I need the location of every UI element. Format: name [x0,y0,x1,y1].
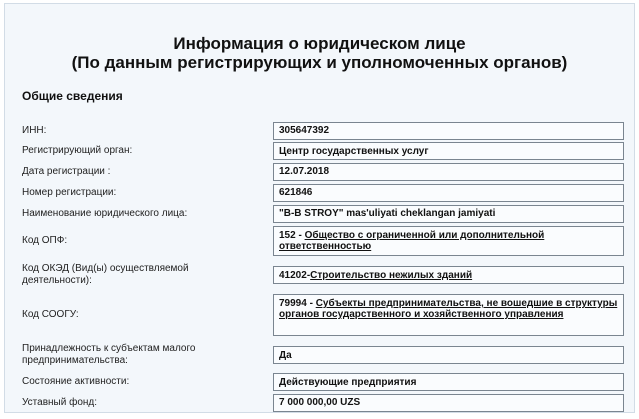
soogu-value [273,294,624,336]
status-label: Состояние активности: [22,376,130,387]
opf-label: Код ОПФ: [22,235,68,246]
row-reg-organ [22,141,624,161]
section-title: Общие сведения [22,89,123,103]
soogu-link[interactable]: Субъекты предпринимательства, не вошедшие в структуры органов государственного и хозяйственного управления [279,298,618,320]
oked-code: 41202 [279,269,307,281]
row-reg-number [22,182,624,203]
small-business-label: Принадлежность к субъектам малого предпринимательства: [22,343,196,366]
inn-value: 305647392 [273,122,624,140]
soogu-separator: - [306,298,316,309]
row-reg-date [22,161,624,182]
row-status [22,372,624,392]
opf-code: 152 [279,230,296,241]
opf-separator: - [295,230,305,241]
entity-name-label: Наименование юридического лица: [22,207,188,219]
page-title-line2: (По данным регистрирующих и уполномоченных органов) [71,53,568,72]
entity-name-value: "B-B STROY" mas'uliyati cheklangan jamiyati [273,205,624,223]
row-entity-name [22,203,624,224]
oked-link[interactable]: Строительство нежилых зданий [310,269,473,281]
reg-organ-label: Регистрирующий орган: [22,145,133,156]
oked-label: Код ОКЭД (Вид(ы) осуществляемой деятельности): [22,263,189,286]
small-business-value: Да [273,346,624,364]
oked-separator: - [306,269,311,281]
soogu-code: 79994 [279,298,307,309]
page-title-line1: Информация о юридическом лице [173,34,466,53]
reg-number-value: 621846 [273,184,624,202]
row-opf [22,224,624,258]
oked-value [273,266,624,284]
page-title [5,4,634,72]
reg-number-label: Номер регистрации: [22,186,117,198]
opf-value [273,226,624,256]
info-table [22,120,624,413]
inn-label: ИНН: [22,124,47,136]
reg-date-value: 12.07.2018 [273,163,624,181]
row-soogu [22,292,624,338]
capital-label: Уставный фонд: [22,396,98,408]
row-small-business [22,338,624,372]
row-capital [22,392,624,413]
row-oked [22,258,624,292]
capital-value: 7 000 000,00 UZS [273,394,624,412]
status-value: Действующие предприятия [273,373,624,391]
soogu-label: Код СООГУ: [22,309,79,320]
reg-organ-value: Центр государственных услуг [273,142,624,160]
reg-date-label: Дата регистрации : [22,165,111,177]
opf-link[interactable]: Общество с ограниченной или дополнительной ответственностью [279,230,545,252]
row-inn [22,120,624,141]
legal-entity-info-panel [4,3,635,413]
